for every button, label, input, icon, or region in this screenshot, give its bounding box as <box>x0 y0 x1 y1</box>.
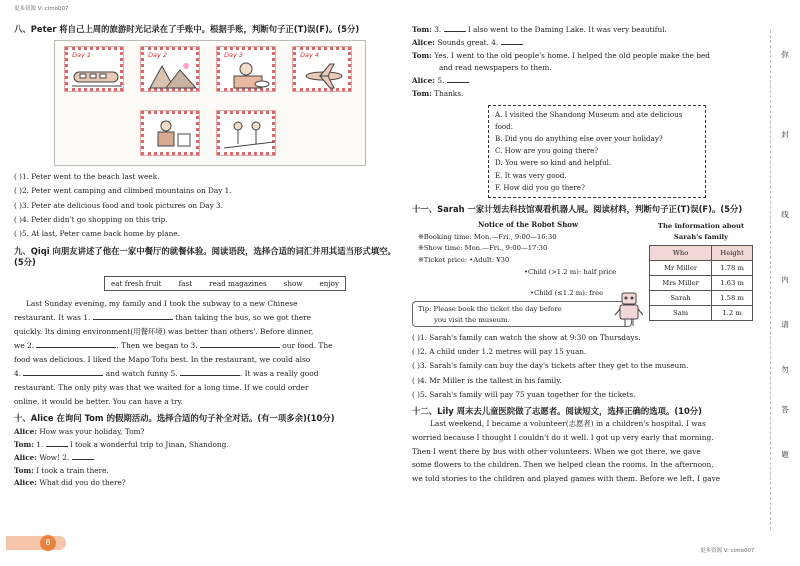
sec9-line: quickly. Its dining environment(用餐环境) was better than others'. Before dinner, <box>14 326 314 336</box>
blank-10-2[interactable] <box>72 452 94 460</box>
height-table <box>649 245 753 321</box>
stamp-day2-label: Day 2 <box>148 51 168 60</box>
dialog-text: Yes. I went to the old people's home. I helped the old people make the bed <box>431 50 710 60</box>
sec9-line <box>14 311 396 325</box>
sec9-line: food was delicious. I liked the Mapo Tofu best. In the restaurant, we could also <box>14 354 311 364</box>
word-bank-item: enjoy <box>319 278 339 288</box>
sec8-item-4: ( )4. Peter didn't go shopping on this trip. <box>14 214 168 224</box>
blank-1[interactable] <box>93 312 173 320</box>
section-12-title: 十二、Lily 周末去儿童医院做了志愿者。阅读短文，选择正确的选项。(10分) <box>412 405 703 416</box>
sec11-item-2: ( )2. A child under 1.2 metres will pay 15 yuan. <box>412 347 587 357</box>
dialog-line <box>412 24 758 37</box>
dialog-text: 5. <box>435 76 445 86</box>
word-bank-item: read magazines <box>209 278 267 288</box>
page-number-tab <box>6 536 66 550</box>
word-bank <box>104 276 346 291</box>
table-cell: Mrs Miller <box>650 276 712 291</box>
speaker: Alice: <box>14 452 37 462</box>
side-char: 题 <box>781 450 789 459</box>
dialog-text: 3. <box>431 25 442 34</box>
section-10-title: 十、Alice 在询问 Tom 的假期活动。选择合适的句子补全对话。(有一项多余)(10分) <box>14 413 335 424</box>
sec11-item-1: ( )1. Sarah's family can watch the show at 9:30 on Thursdays. <box>412 333 641 343</box>
sec9-text: we 2. <box>14 340 35 350</box>
shopping-icon <box>148 118 198 152</box>
option-e: E. It was very good. <box>495 170 567 180</box>
watermark-bottom: 更多资源 V: cimo007 <box>700 548 755 554</box>
speaker: Alice: <box>14 478 37 488</box>
dialog-line <box>14 426 396 439</box>
robot-icon <box>614 291 644 327</box>
sec10-dialog <box>14 426 396 490</box>
sec9-line: online, it would be better. You can have a try. <box>14 397 184 407</box>
dialog-text: Thanks. <box>431 88 464 98</box>
sec9-line <box>14 367 396 381</box>
word-bank-item: eat fresh fruit <box>111 278 162 288</box>
side-char: 线 <box>781 210 789 219</box>
sec9-text: and watch funny 5. <box>105 368 178 378</box>
blank-2[interactable] <box>36 340 116 348</box>
notice-title: Notice of the Robot Show <box>477 220 578 230</box>
side-char: 请 <box>781 320 789 329</box>
sec10-dialog-continued <box>412 24 758 101</box>
sec12-passage <box>412 417 758 485</box>
table-row <box>650 306 753 321</box>
speaker: Tom: <box>412 25 432 34</box>
dialog-text: 1. <box>33 440 44 450</box>
option-c: C. How are you going there? <box>495 146 599 156</box>
table-cell: 1.2 m <box>712 306 753 321</box>
blank-10-4[interactable] <box>501 37 523 45</box>
table-cell: 1.78 m <box>712 261 753 276</box>
notice-line: ※Show time: Mon.—Fri., 9:00—17:30 <box>418 244 548 253</box>
sec8-item-5: ( )5. At last, Peter came back home by plane. <box>14 228 180 238</box>
dialog-text: Sounds great. 4. <box>435 37 499 47</box>
dialog-line <box>412 50 758 63</box>
side-char: 勿 <box>781 365 789 374</box>
dialog-line <box>412 88 758 101</box>
speaker: Tom: <box>412 50 432 60</box>
table-row <box>650 261 753 276</box>
stamp-day1 <box>65 47 123 91</box>
section-8-title: 八、Peter 将自己上周的旅游时光记录在了手账中。根据手账，判断句子正(T)误(F)。(5分) <box>14 24 360 34</box>
options-box <box>488 105 706 198</box>
page-number: 8 <box>40 535 56 551</box>
dialog-text: How was your holiday, Tom? <box>37 427 145 437</box>
option-f: F. How did you go there? <box>495 182 585 192</box>
word-bank-item: fast <box>178 278 193 288</box>
table-cell: 1.63 m <box>712 276 753 291</box>
watermark-top: 更多资源 V: cimo007 <box>14 6 69 12</box>
sec11-item-3: ( )3. Sarah's family can buy the day's tickets after they get to the museum. <box>412 361 689 371</box>
option-a: A. I visited the Shandong Museum and ate delicious food. <box>495 109 683 131</box>
sec9-text: . It was a really good <box>239 368 319 378</box>
sec8-item-1: ( )1. Peter went to the beach last week. <box>14 172 160 182</box>
tip-box <box>412 301 632 327</box>
table-cell: Sarah <box>650 291 712 306</box>
sec9-text: 4. <box>14 368 22 378</box>
right-column <box>412 24 758 486</box>
sec9-line: Last Sunday evening, my family and I took the subway to a new Chinese <box>26 298 298 308</box>
stamp-shopping <box>141 111 199 155</box>
blank-10-5[interactable] <box>447 75 469 83</box>
family-info <box>647 221 755 321</box>
sec9-line: restaurant. The only pity was that we waited for a long time. If we could order <box>14 382 309 392</box>
stamp-day3-label: Day 3 <box>224 51 244 60</box>
side-char: 内 <box>781 275 789 284</box>
binding-line <box>770 30 771 530</box>
dialog-text: Wow! 2. <box>37 452 70 462</box>
option-b: B. Did you do anything else over your holiday? <box>495 133 663 143</box>
sec12-line: Last weekend, I became a volunteer(志愿者) in a children's hospital. I was <box>430 419 706 429</box>
sec12-line: Then I went there by bus with other volunteers. When we got there, we gave <box>412 446 701 456</box>
sec12-line: worried because I thought I couldn't do it well. I got up very early that morning. <box>412 432 714 442</box>
word-bank-item: show <box>283 278 303 288</box>
speaker: Alice: <box>412 37 435 47</box>
sec11-item-4: ( )4. Mr Miller is the tallest in his family. <box>412 375 562 385</box>
dialog-line <box>14 465 396 478</box>
speaker: Tom: <box>412 88 432 98</box>
sec9-text: restaurant. It was 1. <box>14 312 91 322</box>
stamp-day4-label: Day 4 <box>300 51 320 60</box>
speaker: Tom: <box>14 440 34 450</box>
dialog-text: I took a train there. <box>33 465 109 475</box>
section-11-title: 十一、Sarah 一家计划去科技馆观看机器人展。阅读材料，判断句子正(T)误(F)。(5分) <box>412 203 743 214</box>
table-cell: 1.58 m <box>712 291 753 306</box>
stamp-day3 <box>217 47 275 91</box>
stamp-day4 <box>293 47 351 91</box>
dialog-text: I also went to the Daming Lake. It was very beautiful. <box>465 25 667 34</box>
info-title-line1: The information about <box>657 222 745 231</box>
blank-10-1[interactable] <box>46 439 68 447</box>
mountain-camping-icon <box>148 60 198 90</box>
speaker: Alice: <box>412 76 435 86</box>
info-title-line2: Sarah's family <box>673 233 729 242</box>
blank-5[interactable] <box>180 368 240 376</box>
dialog-line <box>412 75 758 88</box>
stamp-hiking <box>217 111 275 155</box>
tip-text: you visit the museum. <box>434 315 510 324</box>
left-column <box>14 24 396 490</box>
dialog-line <box>412 37 758 50</box>
dialog-line <box>14 452 396 465</box>
stamp-day2 <box>141 47 199 91</box>
notice-line: •Child (>1.2 m): half price <box>524 268 617 277</box>
table-cell: Mr Miller <box>650 261 712 276</box>
plane-icon <box>300 60 350 90</box>
eating-person-icon <box>224 60 274 90</box>
dialog-text: and read newspapers to them. <box>439 63 552 73</box>
speaker: Tom: <box>14 465 34 475</box>
sec9-text: than taking the bus, so we got there <box>175 312 311 322</box>
sec11-item-5: ( )5. Sarah's family will pay 75 yuan together for the tickets. <box>412 389 636 399</box>
dialog-line <box>14 477 396 490</box>
train-icon <box>72 60 122 90</box>
blank-10-3[interactable] <box>444 24 466 32</box>
stamp-day1-label: Day 1 <box>72 51 92 60</box>
table-header: Height <box>712 246 753 261</box>
sec9-passage <box>14 297 396 410</box>
sec8-item-2: ( )2. Peter went camping and climbed mountains on Day 1. <box>14 186 232 196</box>
table-cell: Sam <box>650 306 712 321</box>
hiking-icon <box>224 118 274 152</box>
sec9-line <box>14 339 396 353</box>
sec9-text: . Then we began to 3. <box>116 340 198 350</box>
robot-show-material <box>412 219 758 331</box>
notice-line: ※Booking time: Mon.—Fri., 9:00—16:30 <box>418 232 557 241</box>
notice-line: ※Ticket price: •Adult: ¥30 <box>418 256 510 265</box>
table-row <box>650 276 753 291</box>
travel-journal-image <box>54 40 366 166</box>
side-char: 封 <box>781 130 789 139</box>
notice-line: •Child (≤1.2 m): free <box>530 289 604 298</box>
dialog-line <box>14 439 396 452</box>
table-header-row <box>650 246 753 261</box>
blank-3[interactable] <box>200 340 280 348</box>
sec12-line: we told stories to the children and played games with them. Before we left, I gave <box>412 473 721 483</box>
speaker: Alice: <box>14 427 37 437</box>
side-char: 弥 <box>781 50 789 59</box>
sec9-text: our food. The <box>282 340 333 350</box>
tip-text: Tip: Please book the ticket the day before <box>418 305 562 314</box>
dialog-text: I took a wonderful trip to Jinan, Shandong. <box>67 440 229 450</box>
sec12-line: some flowers to the children. Then we helped clean the rooms. In the afternoon, <box>412 460 714 470</box>
blank-4[interactable] <box>23 368 103 376</box>
dialog-text: What did you do there? <box>37 478 126 488</box>
table-header: Who <box>650 246 712 261</box>
sec8-item-3: ( )3. Peter ate delicious food and took pictures on Day 3. <box>14 200 223 210</box>
section-9-title: 九、Qiqi 向朋友讲述了他在一家中餐厅的就餐体验。阅读语段，选择合适的词汇并用其适当形式填空。(5分) <box>14 245 396 268</box>
option-d: D. You were so kind and helpful. <box>495 158 612 168</box>
robot-show-notice <box>412 219 644 279</box>
side-char: 答 <box>781 405 789 414</box>
table-row <box>650 291 753 306</box>
